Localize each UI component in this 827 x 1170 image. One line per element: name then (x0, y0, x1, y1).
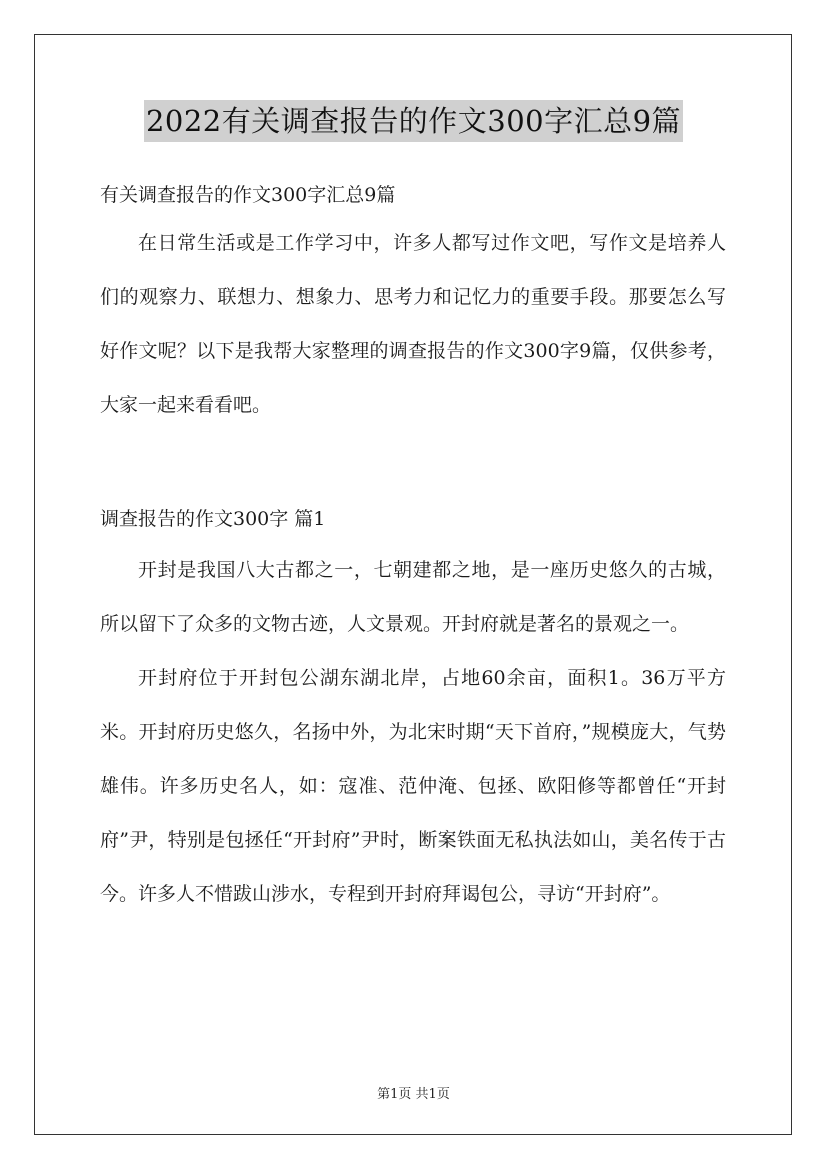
body-paragraph-1: 开封是我国八大古都之一，七朝建都之地，是一座历史悠久的古城，所以留下了众多的文物古迹，人文景观。开封府就是著名的景观之一。 (100, 559, 726, 635)
document-title: 2022有关调查报告的作文300字汇总9篇 (144, 100, 683, 142)
body-paragraph-2: 开封府位于开封包公湖东湖北岸，占地60余亩，面积1。36万平方米。开封府历史悠久，名扬中外，为北宋时期“天下首府，”规模庞大，气势雄伟。许多历史名人，如：寇准、范仲淹、包拯、欧阳修等都曾任“开封府”尹，特别是包拯任“开封府”尹时，断案铁面无私执法如山，美名传于古今。许多人不惜跋山涉水，专程到开封府拜谒包公，寻访“开封府”。 (100, 667, 726, 905)
body-section (100, 543, 726, 921)
page-footer: 第1页 共1页 (377, 1087, 450, 1102)
title-container (0, 100, 827, 142)
intro-paragraph: 在日常生活或是工作学习中，许多人都写过作文吧，写作文是培养人们的观察力、联想力、想象力、思考力和记忆力的重要手段。那要怎么写好作文呢？以下是我帮大家整理的调查报告的作文300字9篇，仅供参考，大家一起来看看吧。 (100, 232, 726, 416)
document-subtitle: 有关调查报告的作文300字汇总9篇 (100, 184, 396, 206)
intro-section (100, 216, 726, 432)
section-heading: 调查报告的作文300字 篇1 (100, 508, 326, 530)
